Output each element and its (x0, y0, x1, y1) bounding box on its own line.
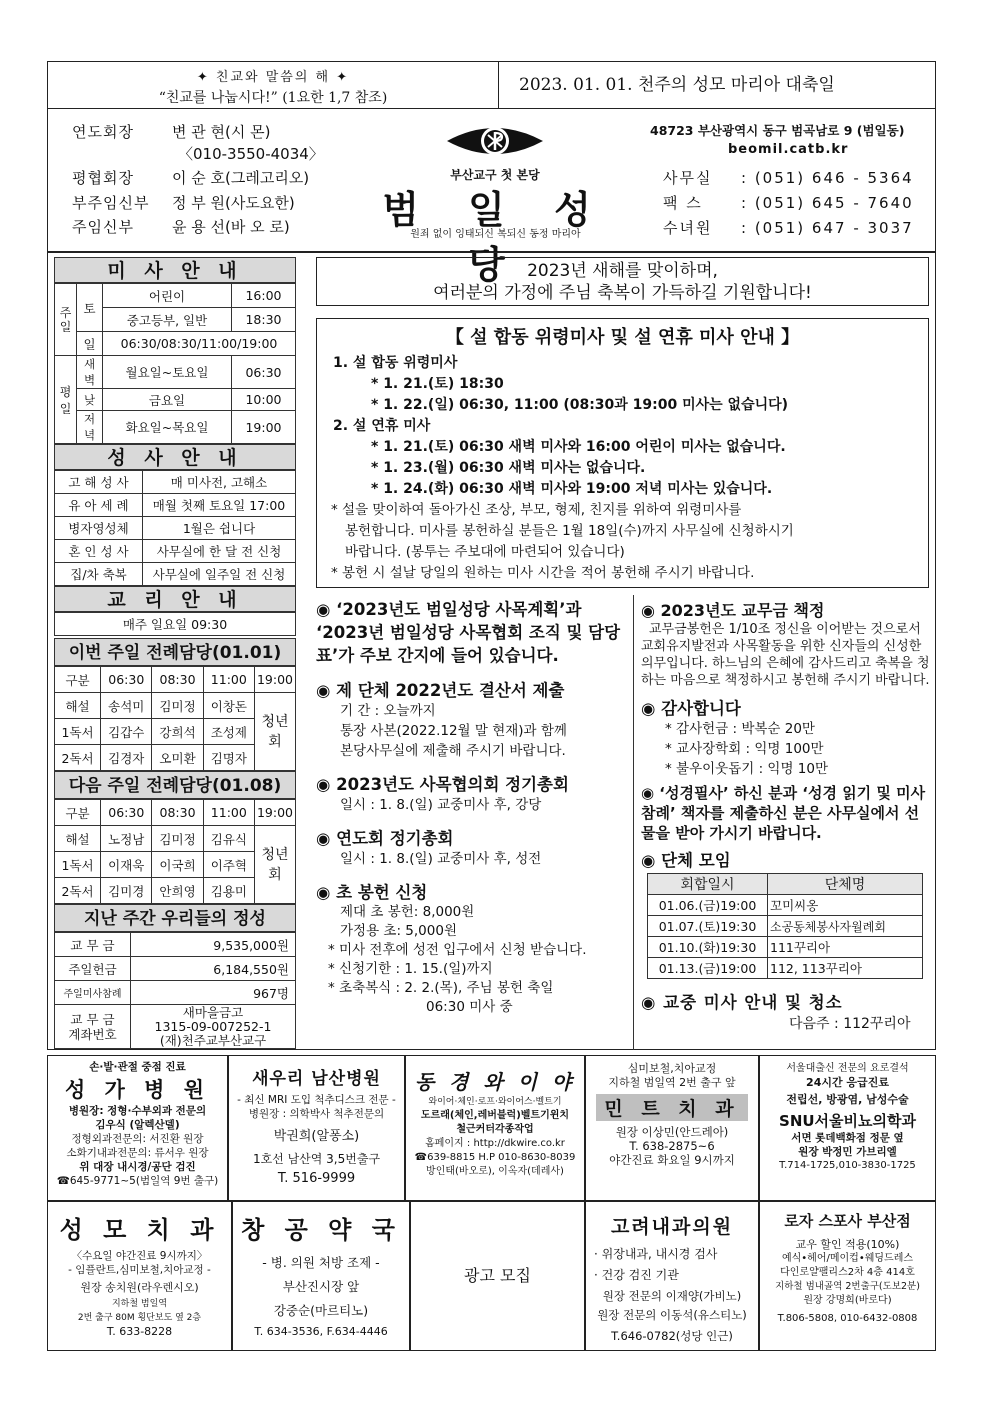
group-table: 회합일시 단체명 01.06.(금)19:00 꼬미씨옹 01.07.(토)19:30 소공동체봉사자월례회 01.10.(화)19:30 111꾸리아 01.13.(금)19:00 112, 113꾸리아 (647, 873, 923, 979)
ad-mint-dental: 심미보철,치아교정 지하철 범일역 2번 출구 앞 민 트 치 과 원장 이상민(안드레아) T. 638-2875~6 야간진료 화요일 9시까지 (585, 1055, 759, 1201)
ad-seongga-hospital: 손·발·관절 중점 진료 성 가 병 원 병원장: 정형·수부외과 전문의 김우식 (알렉산델) 정형외과전문의: 서진환 원장 소화기내과전문의: 류서우 원장 위 대장 내시경/공단 검진 ☎645-9771~5(범일역 9번 출구) (47, 1055, 228, 1201)
phone-office: 사무실 : (051) 646 - 5364 (663, 169, 914, 187)
sacrament-title: 성 사 안 내 (54, 444, 296, 470)
phone-convent: 수녀원 : (051) 647 - 3037 (663, 219, 914, 237)
bulletin-date-title: 2023. 01. 01. 천주의 성모 마리아 대축일 (519, 75, 835, 95)
ad-seongmo-dental: 성 모 치 과 〈수요일 야간진료 9시까지〉 - 임플란트,심미보철,치아교정 - 원장 송치원(라우렌시오) 지하철 범일역 2번 출구 80M 횡단보도 옆 2층 T. 633-8228 (47, 1201, 232, 1351)
seol-title: 【 설 합동 위령미사 및 설 연휴 미사 안내 】 (445, 327, 800, 348)
tithe-text: 교무금봉헌은 1/10조 정신을 이어받는 것으로서 교회유지발전과 사목활동을 위한 신자들의 신성한 의무입니다. 하느님의 은혜에 감사드리고 축복을 청하는 마음으로 책정하시고 봉헌해 주시기 바랍니다. (641, 622, 930, 688)
yeondo-title: ◉ 연도회 정기총회 (316, 829, 454, 848)
sunday-label: 주일 (55, 284, 77, 356)
officer-phone: 〈010-3550-4034〉 (178, 145, 324, 163)
council-line: 일시 : 1. 8.(일) 교중미사 후, 강당 (340, 797, 542, 813)
officer-row: 연도회장 변 관 현(시 몬) (72, 123, 271, 141)
liturgy-this-table: 구분 06:30 08:30 11:00 19:00 해설 송석미 김미정 이창돈 청년회 1독서 김갑수 강희석 조성제 2독서 김경자 오미환 김명자 (54, 666, 296, 771)
candle-lines: 제대 초 봉헌: 8,000원 가정용 초: 5,000원 * 미사 전후에 성전 입구에서 신청 받습니다. * 신청기한 : 1. 15.(일)까지 * 초축복식 : 2. 2.(목), 주님 봉헌 축일 06:30 미사 중 (328, 904, 587, 1015)
officer-row: 부주임신부 정 부 원(사도요한) (72, 194, 295, 212)
group-title: ◉ 단체 모임 (641, 851, 731, 870)
bible-notice: ◉ ‘성경필사’ 하신 분과 ‘성경 읽기 및 미사참례’ 책자를 제출하신 분은 사무실에서 선물을 받아 가시기 바랍니다. (641, 784, 926, 842)
middle-column (316, 598, 626, 1017)
offering-title: 지난 주간 우리들의 정성 (54, 904, 296, 932)
officer-row: 주임신부 윤 용 선(바 오 로) (72, 218, 290, 236)
council-title: ◉ 2023년도 사목협의회 정기총회 (316, 775, 569, 794)
motto-quote: “친교를 나눕시다!” (1요한 1,7 참조) (158, 90, 388, 106)
yeondo-line: 일시 : 1. 8.(일) 교중미사 후, 성전 (340, 851, 542, 867)
seol-notice-box: 【 설 합동 위령미사 및 설 연휴 미사 안내 】 1. 설 합동 위령미사 * 1. 21.(토) 18:30 * 1. 22.(일) 06:30, 11:00 (08:30과 19:00 미사는 없습니다) 2. 설 연휴 미사 * 1. 21.(토) 06:30 새벽 미사와 16:00 어린이 미사는 없습니다. * 1. 23.(월) 06:30 새벽 미사는 없습니다. * 1. 24.(화) 06:30 새벽 미사와 19:00 저녁 미사는 있습니다. * 설을 맞이하여 돌아가신 조상, 부모, 형제, 친지를 위하여 위령미사를 봉헌합니다. 미사를 봉헌하실 분들은 1월 18일(수)까지 사무실에 신청하시기 바랍니다. (봉투는 주보대에 마련되어 있습니다) * 봉헌 시 설날 당일의 원하는 미사 시간을 적어 봉헌해 주시기 바랍니다. (316, 318, 929, 588)
tithe-title: ◉ 2023년도 교무금 책정 (641, 601, 825, 620)
motto-box (47, 61, 499, 109)
clean-title: ◉ 교중 미사 안내 및 청소 (641, 993, 843, 1012)
ad-namsan-hospital: 새우리 남산병원 - 최신 MRI 도입 척추디스크 전문 - 병원장 : 의학박사 척추전문의 박권희(알퐁소) 1호선 남산역 3,5번출구 T. 516-9999 (228, 1055, 405, 1201)
offering-table: 교 무 금 9,535,000원 주일헌금 6,184,550원 주일미사참례 967명 교 무 금 계좌번호 새마을금고 1315-09-007252-1 (재)천주교부산교구 (54, 932, 296, 1049)
sat-label: 토 (77, 284, 103, 332)
parish-address: 48723 부산광역시 동구 범곡남로 9 (범일동) (650, 123, 905, 138)
settle-title: ◉ 제 단체 2022년도 결산서 제출 (316, 681, 565, 700)
settle-lines: 기 간 : 오늘까지 통장 사본(2022.12월 말 현재)과 함께 본당사무실에 제출해 주시기 바랍니다. (340, 703, 567, 759)
liturgy-next-title: 다음 주일 전례담당(01.08) (54, 771, 296, 799)
motto-title: ✦ 친교와 말씀의 해 ✦ (196, 70, 350, 85)
ad-changgong-pharmacy: 창 공 약 국 - 병. 의원 처방 조제 - 부산진시장 앞 강중순(마르티노) T. 634-3536, F.634-4446 (232, 1201, 410, 1351)
phone-fax: 팩 스 : (051) 645 - 7640 (663, 194, 914, 212)
thanks-lines: * 감사헌금 : 박복순 20만 * 교사장학회 : 익명 100만 * 불우이웃돕기 : 익명 10만 (665, 721, 829, 777)
candle-title: ◉ 초 봉헌 신청 (316, 883, 428, 902)
liturgy-next-table: 구분 06:30 08:30 11:00 19:00 해설 노정남 김미정 김유식 청년회 1독서 이재욱 이국희 이주혁 2독서 김미경 안희영 김용미 (54, 799, 296, 904)
parish-tagline: 원죄 없이 잉태되신 복되신 동정 마리아 (410, 229, 581, 240)
parish-name: 범 일 성 당 (382, 188, 609, 287)
ad-dongkyung-wire: 동 경 와 이 야 와이어·체인·로프·와이어스·벨트기 도르래(체인,레버블럭)벨트기윈치 철근커터각종작업 홈페이지 : http://dkwire.co.kr ☎639-8815 H.P 010-8630-8039 방인태(바오로), 이옥자(데레사) (405, 1055, 585, 1201)
account-info: 새마을금고 1315-09-007252-1 (재)천주교부산교구 (131, 1005, 296, 1049)
column-divider (633, 595, 634, 1050)
left-column (54, 257, 296, 1049)
liturgy-this-title: 이번 주일 전례담당(01.01) (54, 638, 296, 666)
plan-notice: ◉ ‘2023년도 범일성당 사목계획’과 ‘2023년 범일성당 사목협회 조직 및 담당표’가 주보 간지에 들어 있습니다. (316, 600, 621, 665)
officer-row: 평협회장 이 순 호(그레고리오) (72, 169, 310, 187)
mass-table: 주일 토 어린이 16:00 중고등부, 일반 18:30 일 06:30/08:30/11:00/19:00 평일 새벽 월요일~토요일 06:30 낮 금요일 10:00 저녁 화요일~목요일 19:00 (54, 283, 296, 444)
date-title-box (499, 61, 936, 109)
weekday-label: 평일 (55, 356, 77, 444)
account-label: 교 무 금 계좌번호 (55, 1005, 131, 1049)
ad-recruit: 광고 모집 (410, 1201, 585, 1351)
clean-next: 다음주 : 112꾸리아 (789, 1016, 911, 1032)
sun-label: 일 (77, 332, 103, 356)
ad-korea-internal: 고려내과의원 · 위장내과, 내시경 검사 · 건강 검진 기관 원장 전문의 이재양(가비노) 원장 전문의 이동석(유스티노) T.646-0782(성당 인근) (585, 1201, 759, 1351)
mass-title: 미 사 안 내 (54, 257, 296, 283)
doctrine-title: 교 리 안 내 (54, 586, 296, 612)
parish-subtitle: 부산교구 첫 본당 (450, 168, 540, 182)
sacrament-table: 고 해 성 사 매 미사전, 고해소 유 아 세 례 매월 첫째 토요일 17:00 병자영성체 1월은 쉽니다 혼 인 성 사 사무실에 한 달 전 신청 집/차 축복 사무실에 일주일 전 신청 (54, 470, 296, 586)
right-column (641, 598, 931, 1033)
doctrine-time: 매주 일요일 09:30 (54, 612, 296, 636)
newyear-greeting: 2023년 새해를 맞이하며, 여러분의 가정에 주님 축복이 가득하길 기원합니다! (316, 257, 929, 306)
parish-website[interactable]: beomil.catb.kr (728, 142, 849, 157)
ad-rosa-sposa: 로자 스포사 부산점 교우 할인 적용(10%) 예식•헤어/메이컵•웨딩드레스 다인로얄팰리스2차 4층 414호 지하철 범내골역 2번출구(도보2분) 원장 강명희(바로다) T.806-5808, 010-6432-0808 (759, 1201, 936, 1351)
ad-snu-urology: 서울대출신 전문의 요로결석 24시간 응급진료 전립선, 방광염, 남성수술 SNU서울비뇨의학과 서면 롯데백화점 정문 옆 원장 박정민 가브리엘 T.714-1725,010-3830-1725 (759, 1055, 936, 1201)
chi-rho-logo-icon (445, 119, 545, 163)
thanks-title: ◉ 감사합니다 (641, 699, 741, 718)
